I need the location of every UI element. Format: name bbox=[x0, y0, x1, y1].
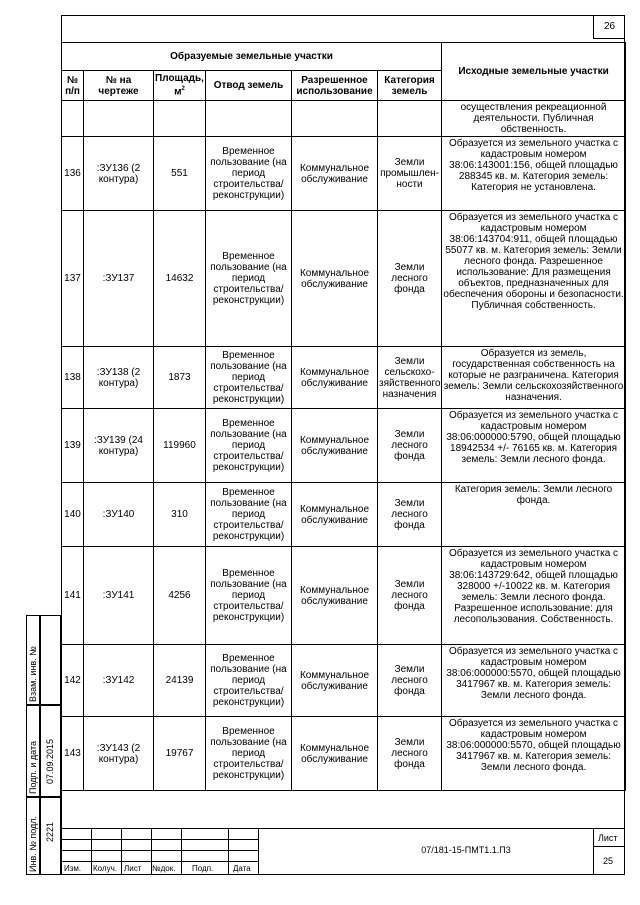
area-cell: 310 bbox=[154, 483, 206, 547]
cat-cell: Земли лесного фонда bbox=[378, 547, 442, 645]
table-row bbox=[62, 645, 626, 717]
area-cell: 1873 bbox=[154, 347, 206, 409]
num-cell: 143 bbox=[62, 717, 84, 791]
col-use-header: Разрешенное использование bbox=[292, 71, 378, 101]
use-cell: Коммунальное обслуживание bbox=[292, 137, 378, 211]
use-cell: Коммунальное обслуживание bbox=[292, 211, 378, 347]
vzam-label: Взам. инв. № bbox=[28, 646, 38, 702]
tb-podp: Подп. bbox=[192, 864, 214, 873]
col-area-label: Площадь, м bbox=[155, 73, 204, 98]
use-cell: Коммунальное обслуживание bbox=[292, 547, 378, 645]
vzam-value-cell bbox=[40, 615, 61, 705]
area-cell: 4256 bbox=[154, 547, 206, 645]
inv-number: 2221 bbox=[45, 821, 55, 842]
area-cell: 24139 bbox=[154, 645, 206, 717]
page-number: 26 bbox=[593, 15, 625, 39]
source-cell: Образуется из земельного участка с кадастровым номером 38:06:000000:5790, общей площадью 18942534 +/- 76165 кв. м. Категория земель: Земли лесного фонда. bbox=[442, 409, 626, 483]
source-cell: Образуется из земельного участка с кадастровым номером 38:06:000000:5570, общей площадью 3417967 кв. м. Категория земель: Земли лесного фонда. bbox=[442, 717, 626, 791]
num-cell: 141 bbox=[62, 547, 84, 645]
table-row bbox=[62, 717, 626, 791]
podp-value-cell bbox=[40, 705, 61, 797]
drawing-cell: :ЗУ138 (2 контура) bbox=[84, 347, 154, 409]
col-allot-header: Отвод земель bbox=[206, 71, 292, 101]
source-cell: Образуется из земель, государственная собственность на которые не разграничена. Категория земель: Земли сельскохозяйственного назначения. bbox=[442, 347, 626, 409]
cat-cell: Земли лесного фонда bbox=[378, 483, 442, 547]
drawing-cell: :ЗУ137 bbox=[84, 211, 154, 347]
drawing-cell: :ЗУ143 (2 контура) bbox=[84, 717, 154, 791]
allot-cell: Временное пользование (на период строительства/ реконструкции) bbox=[206, 547, 292, 645]
num-cell: 136 bbox=[62, 137, 84, 211]
source-cell: Образуется из земельного участка с кадастровым номером 38:06:000000:5570, общей площадью 3417967 кв. м. Категория земель: Земли лесного фонда. bbox=[442, 645, 626, 717]
use-cell: Коммунальное обслуживание bbox=[292, 645, 378, 717]
col-source-header: Исходные земельные участки bbox=[442, 43, 626, 101]
inv-label: Инв. № подл. bbox=[28, 815, 38, 872]
drawing-cell: :ЗУ142 bbox=[84, 645, 154, 717]
allot-cell: Временное пользование (на период строительства/ реконструкции) bbox=[206, 409, 292, 483]
cat-cell: Земли сельскохо-зяйственного назначения bbox=[378, 347, 442, 409]
area-cell: 19767 bbox=[154, 717, 206, 791]
table-row bbox=[62, 547, 626, 645]
allot-cell: Временное пользование (на период строительства/ реконструкции) bbox=[206, 717, 292, 791]
num-cell: 142 bbox=[62, 645, 84, 717]
drawing-cell: :ЗУ140 bbox=[84, 483, 154, 547]
num-cell: 138 bbox=[62, 347, 84, 409]
col-cat-header: Категория земель bbox=[378, 71, 442, 101]
tb-list: Лист bbox=[124, 864, 142, 873]
source-cell: Образуется из земельного участка с кадастровым номером 38:06:143729:642, общей площадью 328000 +/-10022 кв. м. Категория земель: Земли лесного фонда. Разрешенное использование: для лесопользования. Собственность. bbox=[442, 547, 626, 645]
allot-cell: Временное пользование (на период строительства/ реконструкции) bbox=[206, 137, 292, 211]
tb-data: Дата bbox=[233, 864, 251, 873]
col-area-sup: 2 bbox=[181, 86, 185, 93]
allot-cell: Временное пользование (на период строительства/ реконструкции) bbox=[206, 347, 292, 409]
drawing-cell: :ЗУ141 bbox=[84, 547, 154, 645]
continuation-row bbox=[62, 101, 626, 137]
use-cell: Коммунальное обслуживание bbox=[292, 409, 378, 483]
cat-cell: Земли лесного фонда bbox=[378, 409, 442, 483]
table-row bbox=[62, 137, 626, 211]
inv-label-cell bbox=[26, 797, 40, 875]
allot-cell: Временное пользование (на период строительства/ реконструкции) bbox=[206, 483, 292, 547]
table-row bbox=[62, 409, 626, 483]
table-row bbox=[62, 347, 626, 409]
podp-label: Подп. и дата bbox=[28, 740, 38, 794]
land-plots-table bbox=[61, 42, 626, 791]
drawing-cell: :ЗУ136 (2 контура) bbox=[84, 137, 154, 211]
area-cell: 14632 bbox=[154, 211, 206, 347]
tb-izm: Изм. bbox=[64, 864, 82, 873]
source-cell: Образуется из земельного участка с кадастровым номером 38:06:143704:911, общей площадью 55077 кв. м. Категория земель: Земли лесного фонда. Разрешенное использование: Для размещения объектов, предназначенных для обеспечения обороны и безопасности. Публичная собственность. bbox=[442, 211, 626, 347]
document-code: 07/181-15-ПМТ1.1.П3 bbox=[421, 845, 511, 855]
podp-label-cell bbox=[26, 705, 40, 797]
cat-cell: Земли лесного фонда bbox=[378, 717, 442, 791]
area-cell: 551 bbox=[154, 137, 206, 211]
allot-cell: Временное пользование (на период строительства/ реконструкции) bbox=[206, 645, 292, 717]
group-title: Образуемые земельные участки bbox=[62, 43, 442, 71]
allot-cell: Временное пользование (на период строительства/ реконструкции) bbox=[206, 211, 292, 347]
num-cell: 140 bbox=[62, 483, 84, 547]
tb-sheet-label: Лист bbox=[598, 833, 618, 843]
cat-cell: Земли промышлен-ности bbox=[378, 137, 442, 211]
cat-cell: Земли лесного фонда bbox=[378, 211, 442, 347]
table-row bbox=[62, 483, 626, 547]
tb-ndok: №док. bbox=[152, 864, 176, 873]
source-cell: Категория земель: Земли лесного фонда. bbox=[442, 483, 626, 547]
inv-value-cell bbox=[40, 797, 61, 875]
tb-sheet-number: 25 bbox=[603, 856, 614, 866]
podp-date: 07.09.2015 bbox=[45, 738, 55, 784]
table-row bbox=[62, 211, 626, 347]
num-cell: 137 bbox=[62, 211, 84, 347]
num-cell: 139 bbox=[62, 409, 84, 483]
col-num-header: № п/п bbox=[62, 71, 84, 101]
vzam-label-cell bbox=[26, 615, 40, 705]
col-drawing-header: № на чертеже bbox=[84, 71, 154, 101]
use-cell: Коммунальное обслуживание bbox=[292, 347, 378, 409]
source-cell: Образуется из земельного участка с кадастровым номером 38:06:143001:156, общей площадью 288345 кв. м. Категория земель: Категория не установлена. bbox=[442, 137, 626, 211]
tb-koluch: Колуч. bbox=[93, 864, 117, 873]
use-cell: Коммунальное обслуживание bbox=[292, 717, 378, 791]
continuation-text: осуществления рекреационной деятельности. Публичная обственность. bbox=[442, 101, 626, 137]
use-cell: Коммунальное обслуживание bbox=[292, 483, 378, 547]
col-area-header bbox=[154, 71, 206, 101]
cat-cell: Земли лесного фонда bbox=[378, 645, 442, 717]
drawing-cell: :ЗУ139 (24 контура) bbox=[84, 409, 154, 483]
title-block bbox=[61, 828, 625, 875]
area-cell: 119960 bbox=[154, 409, 206, 483]
